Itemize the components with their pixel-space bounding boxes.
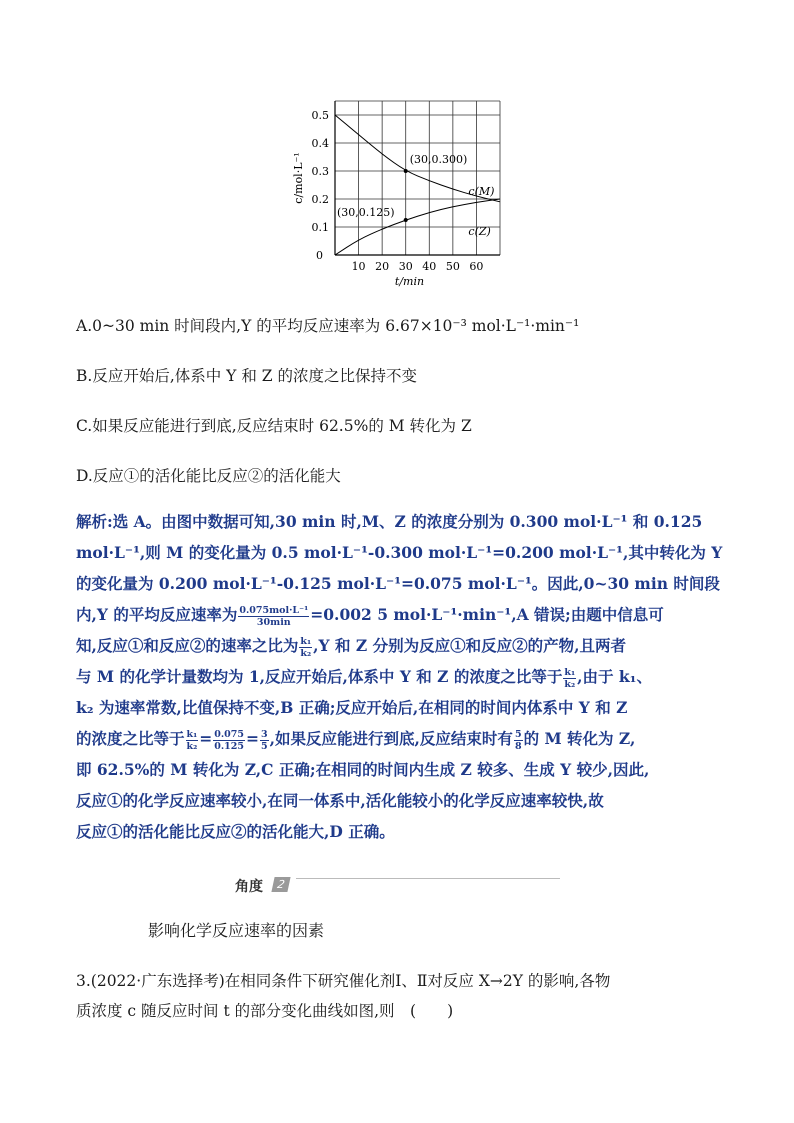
solution-text: ,如果反应能进行到底,反应结束时有 bbox=[269, 729, 513, 748]
chart-labels bbox=[292, 109, 494, 288]
value-fraction bbox=[514, 729, 523, 752]
fraction-denominator: k₂ bbox=[564, 678, 576, 690]
solution-line-3: 的变化量为 0.200 mol·L⁻¹-0.125 mol·L⁻¹=0.075 mol·L⁻¹。因此,0~30 min 时间段 bbox=[76, 574, 720, 593]
solution-text: ,Y 和 Z 分别为反应①和反应②的产物,且两者 bbox=[313, 636, 627, 655]
x-tick-label: 30 bbox=[398, 260, 413, 273]
fraction-denominator: 30min bbox=[256, 616, 291, 628]
concentration-time-chart bbox=[290, 95, 510, 290]
y-tick-label: 0.2 bbox=[311, 193, 329, 206]
x-tick-label: 60 bbox=[469, 260, 484, 273]
question-3-line-1: 3.(2022·广东选择考)在相同条件下研究催化剂Ⅰ、Ⅱ对反应 X→2Y 的影响,各物 bbox=[76, 972, 611, 990]
solution-text: 的浓度之比等于 bbox=[76, 729, 185, 748]
fraction-denominator: 5 bbox=[261, 740, 268, 752]
x-axis-label: t/min bbox=[394, 275, 425, 288]
k-ratio-fraction bbox=[186, 729, 199, 752]
solution-text: 知,反应①和反应②的速率之比为 bbox=[76, 636, 299, 655]
solution-text: =0.002 5 mol·L⁻¹·min⁻¹,A 错误;由题中信息可 bbox=[310, 605, 664, 624]
origin-label: 0 bbox=[316, 249, 323, 262]
series-label-m: c(M) bbox=[468, 185, 495, 198]
data-point bbox=[404, 169, 408, 173]
option-a: A.0~30 min 时间段内,Y 的平均反应速率为 6.67×10⁻³ mol·L⁻¹·min⁻¹ bbox=[76, 317, 580, 335]
fraction-numerator: k₁ bbox=[186, 728, 198, 740]
x-tick-label: 40 bbox=[422, 260, 437, 273]
option-c: C.如果反应能进行到底,反应结束时 62.5%的 M 转化为 Z bbox=[76, 417, 472, 435]
fraction-denominator: k₂ bbox=[186, 740, 198, 752]
x-tick-label: 50 bbox=[445, 260, 460, 273]
rate-fraction bbox=[238, 605, 309, 628]
solution-text: 与 M 的化学计量数均为 1,反应开始后,体系中 Y 和 Z 的浓度之比等于 bbox=[76, 667, 563, 686]
question-3 bbox=[76, 966, 736, 1026]
annotation-label: (30,0.300) bbox=[409, 153, 468, 166]
k-ratio-fraction bbox=[299, 636, 312, 659]
section-subtitle: 影响化学反应速率的因素 bbox=[148, 921, 325, 940]
fraction-denominator: k₂ bbox=[300, 647, 312, 659]
data-point bbox=[404, 218, 408, 222]
solution-text: 的 M 转化为 Z, bbox=[523, 729, 636, 748]
solution-line-6 bbox=[76, 661, 726, 692]
y-tick-label: 0.1 bbox=[311, 221, 329, 234]
fraction-numerator: 3 bbox=[261, 728, 268, 740]
option-d: D.反应①的活化能比反应②的活化能大 bbox=[76, 467, 341, 485]
fraction-numerator: 0.075mol·L⁻¹ bbox=[239, 604, 309, 616]
angle-label: 角度 bbox=[235, 879, 263, 895]
equals-sign: = bbox=[246, 729, 260, 748]
fraction-numerator: k₁ bbox=[564, 666, 576, 678]
solution-line-4 bbox=[76, 599, 726, 630]
fraction-numerator: 0.075 bbox=[214, 728, 245, 740]
value-fraction bbox=[260, 729, 269, 752]
solution-line-2: mol·L⁻¹,则 M 的变化量为 0.5 mol·L⁻¹-0.300 mol·L⁻¹=0.200 mol·L⁻¹,其中转化为 Y bbox=[76, 543, 723, 562]
solution-line-8 bbox=[76, 723, 726, 754]
solution-line-9: 即 62.5%的 M 转化为 Z,C 正确;在相同的时间内生成 Z 较多、生成 Y 较少,因此, bbox=[76, 760, 650, 779]
option-b: B.反应开始后,体系中 Y 和 Z 的浓度之比保持不变 bbox=[76, 367, 417, 385]
solution-line-11: 反应①的活化能比反应②的活化能大,D 正确。 bbox=[76, 822, 395, 841]
solution-text: 内,Y 的平均反应速率为 bbox=[76, 605, 238, 624]
solution-block bbox=[76, 506, 726, 847]
solution-line-7: k₂ 为速率常数,比值保持不变,B 正确;反应开始后,在相同的时间内体系中 Y 和 Z bbox=[76, 698, 628, 717]
solution-line-10: 反应①的化学反应速率较小,在同一体系中,活化能较小的化学反应速率较快,故 bbox=[76, 791, 604, 810]
equals-sign: = bbox=[199, 729, 213, 748]
section-divider bbox=[296, 878, 560, 879]
fraction-denominator: 0.125 bbox=[214, 740, 245, 752]
series-label-z: c(Z) bbox=[468, 225, 491, 238]
k-ratio-fraction bbox=[563, 667, 576, 690]
y-axis-label: c/mol·L⁻¹ bbox=[292, 152, 305, 204]
y-tick-label: 0.4 bbox=[311, 137, 329, 150]
x-tick-label: 20 bbox=[375, 260, 390, 273]
solution-text: ,由于 k₁、 bbox=[577, 667, 652, 686]
fraction-denominator: 8 bbox=[514, 740, 522, 752]
y-tick-label: 0.3 bbox=[311, 165, 329, 178]
solution-line-5 bbox=[76, 630, 726, 661]
angle-number-badge: 2 bbox=[271, 877, 290, 892]
y-tick-label: 0.5 bbox=[311, 109, 329, 122]
fraction-numerator: k₁ bbox=[300, 635, 312, 647]
question-3-line-2: 质浓度 c 随反应时间 t 的部分变化曲线如图,则 ( ) bbox=[76, 1002, 454, 1020]
value-fraction bbox=[213, 729, 245, 752]
fraction-numerator: 5 bbox=[514, 728, 522, 740]
annotation-label: (30,0.125) bbox=[337, 206, 395, 219]
solution-line-1: 解析:选 A。由图中数据可知,30 min 时,M、Z 的浓度分别为 0.300 mol·L⁻¹ 和 0.125 bbox=[76, 512, 703, 531]
x-tick-label: 10 bbox=[351, 260, 366, 273]
